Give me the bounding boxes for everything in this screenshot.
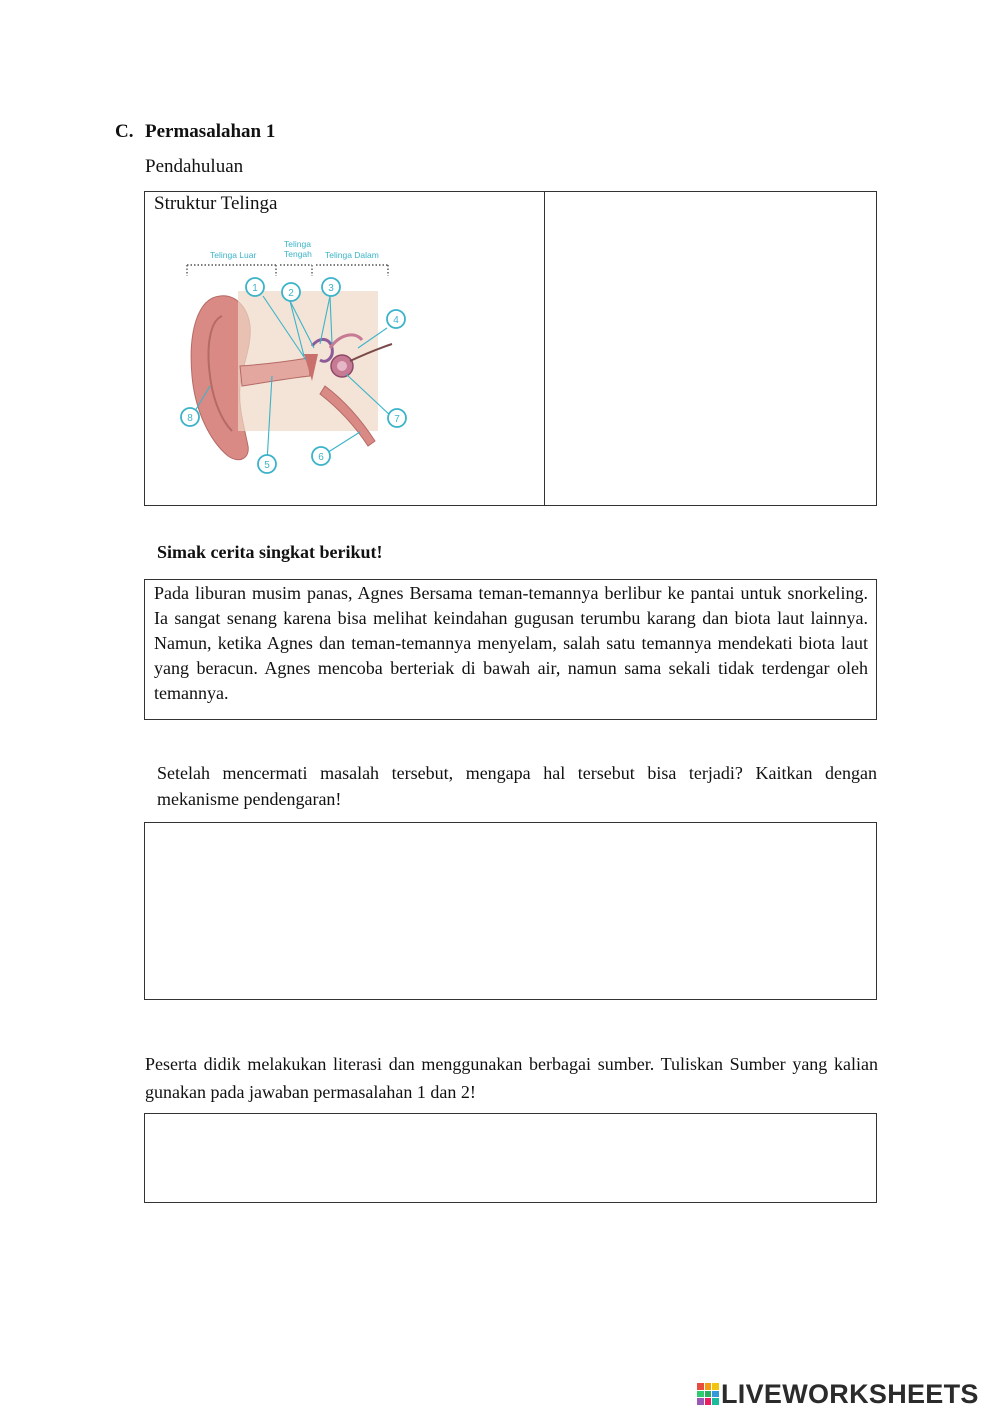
- sources-instruction: Peserta didik melakukan literasi dan menggunakan berbagai sumber. Tuliskan Sumber yang kalian gunakan pada jawaban permasalahan 1 dan 2!: [145, 1054, 878, 1102]
- svg-text:2: 2: [288, 288, 294, 299]
- marker-2: [282, 283, 300, 301]
- ear-structure-table: [144, 191, 877, 506]
- question-text: Setelah mencermati masalah tersebut, mengapa hal tersebut bisa terjadi? Kaitkan dengan mekanisme pendengaran!: [157, 763, 877, 809]
- ear-illustration: [191, 291, 392, 460]
- marker-5: [258, 455, 276, 473]
- section-heading: [115, 121, 275, 143]
- ear-anatomy-diagram: [180, 236, 412, 491]
- marker-6: [312, 447, 330, 465]
- svg-text:6: 6: [318, 452, 324, 463]
- marker-4: [387, 310, 405, 328]
- svg-text:8: 8: [187, 413, 193, 424]
- ear-answer-cell[interactable]: [545, 192, 876, 505]
- svg-text:3: 3: [328, 283, 334, 294]
- svg-text:1: 1: [252, 283, 258, 294]
- svg-text:7: 7: [394, 414, 400, 425]
- marker-1: [246, 278, 264, 296]
- label-inner-ear: Telinga Dalam: [325, 250, 379, 260]
- story-text: Pada liburan musim panas, Agnes Bersama teman-temannya berlibur ke pantai untuk snorkeling. Ia sangat senang karena bisa melihat keindahan gugusan terumbu karang dan biota laut lainnya. Namun, ketika Agnes dan teman-temannya menyelam, salah satu temannya mendekati biota laut yang beracun. Agnes mencoba berteriak di bawah air, namun sama sekali tidak terdengar oleh temannya.: [154, 583, 868, 703]
- marker-3: [322, 278, 340, 296]
- marker-7: [388, 409, 406, 427]
- liveworksheets-logo: [697, 1376, 979, 1412]
- logo-icon: [697, 1383, 719, 1405]
- label-middle-ear-1: Telinga: [284, 239, 311, 249]
- svg-text:4: 4: [393, 315, 399, 326]
- answer-box[interactable]: [144, 822, 877, 1000]
- label-outer-ear: Telinga Luar: [210, 250, 257, 260]
- intro-label: Pendahuluan: [145, 156, 244, 177]
- svg-text:5: 5: [264, 460, 270, 471]
- logo-text: LIVEWORKSHEETS: [721, 1378, 979, 1409]
- ear-diagram-cell: [145, 192, 545, 505]
- label-middle-ear-2: Tengah: [284, 249, 312, 259]
- section-title: Permasalahan 1: [145, 121, 276, 142]
- story-heading: Simak cerita singkat berikut!: [157, 542, 383, 562]
- marker-8: [181, 408, 199, 426]
- section-letter: C.: [115, 121, 134, 142]
- story-box: [144, 579, 877, 720]
- ear-diagram-title: Struktur Telinga: [154, 193, 278, 214]
- sources-answer-box[interactable]: [144, 1113, 877, 1203]
- region-brackets: [187, 265, 388, 276]
